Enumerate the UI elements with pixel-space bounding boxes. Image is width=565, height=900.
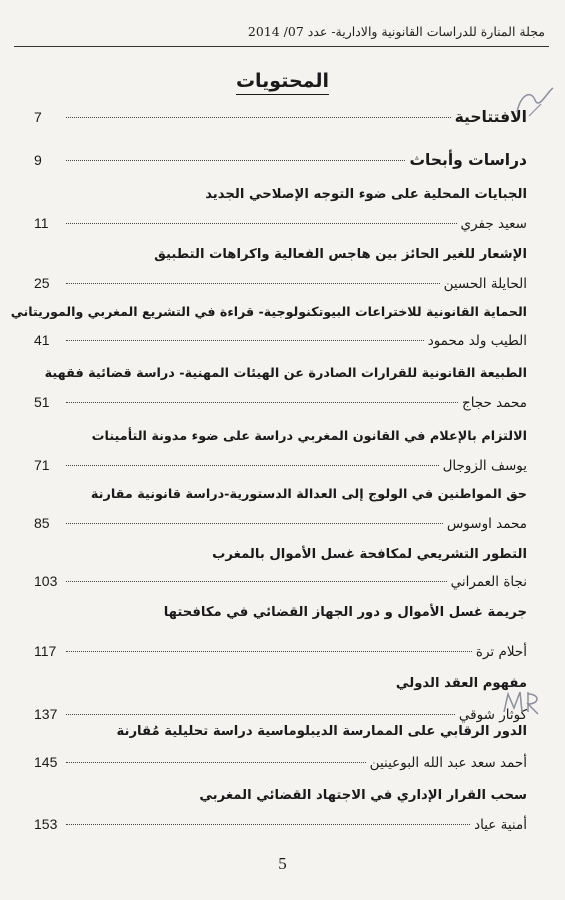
leader-dots (66, 117, 451, 118)
article-author: أحمد سعد عبد الله البوعينين (369, 755, 527, 771)
article-title: الالتزام بالإعلام في القانون المغربي دراسة على ضوء مدونة التأمينات (91, 429, 527, 444)
page-number: 85 (34, 515, 50, 531)
toc-article-entry[interactable] (34, 720, 527, 776)
article-author: محمد اوسوس (446, 516, 527, 532)
page-number: 51 (34, 394, 50, 410)
page-number: 41 (34, 332, 50, 348)
handwritten-mark-icon (509, 82, 559, 122)
toc-section-entry[interactable] (34, 108, 527, 130)
article-title: سحب القرار الإداري في الاجتهاد القضائي المغربي (199, 788, 527, 803)
page-number: 11 (34, 215, 49, 231)
page-number: 137 (34, 706, 58, 722)
handwritten-initials-icon (500, 686, 546, 720)
leader-dots (66, 762, 366, 763)
article-title: الطبيعة القانونية للقرارات الصادرة عن الهيئات المهنية- دراسة قضائية فقهية (44, 366, 527, 381)
article-title: التطور التشريعي لمكافحة غسل الأموال بالمغرب (212, 547, 527, 562)
article-title: الإشعار للغير الحائز بين هاجس الفعالية واكراهات التطبيق (154, 247, 527, 262)
page-number: 7 (34, 109, 42, 125)
leader-dots (66, 223, 457, 224)
page-number: 117 (34, 643, 57, 659)
article-author: يوسف الزوجال (442, 458, 527, 474)
section-label: دراسات وأبحاث (409, 151, 527, 169)
article-title: الحماية القانونية للاختراعات البيوتكنولوجية- قراءة في التشريع المغربي والموريتاني (10, 304, 527, 319)
section-label: الافتتاحية (454, 108, 527, 126)
leader-dots (66, 714, 455, 715)
article-author: الحايلة الحسين (443, 276, 527, 292)
leader-dots (66, 824, 470, 825)
page-number: 9 (34, 152, 42, 168)
page-number: 71 (34, 457, 50, 473)
toc-article-entry[interactable] (34, 601, 527, 665)
article-title: الدور الرقابي على الممارسة الديبلوماسية دراسة تحليلية مُقارنة (116, 724, 527, 739)
leader-dots (66, 283, 440, 284)
leader-dots (66, 402, 458, 403)
toc-article-entry[interactable] (10, 300, 527, 354)
toc-section-entry[interactable] (34, 151, 527, 173)
leader-dots (66, 523, 443, 524)
page-number-footer: 5 (278, 854, 287, 873)
article-title: جريمة غسل الأموال و دور الجهاز القضائي في مكافحتها (163, 605, 527, 620)
article-title: الجبايات المحلية على ضوء التوجه الإصلاحي الجديد (205, 187, 527, 202)
leader-dots (66, 581, 447, 582)
toc-heading (0, 70, 565, 92)
page-number: 145 (34, 754, 58, 770)
page-number: 25 (34, 275, 50, 291)
toc-article-entry[interactable] (34, 784, 527, 838)
toc-article-entry[interactable] (34, 183, 527, 237)
leader-dots (66, 340, 424, 341)
page-number: 103 (34, 573, 58, 589)
leader-dots (66, 651, 472, 652)
article-author: أحلام ترة (475, 644, 527, 660)
leader-dots (66, 160, 405, 161)
toc-article-entry[interactable] (34, 425, 527, 479)
article-title: مفهوم العقد الدولي (395, 676, 527, 691)
article-author: كوثار شوقي (458, 707, 527, 723)
toc-article-entry[interactable] (34, 543, 527, 595)
toc-heading-text: المحتويات (236, 70, 329, 95)
page-number: 153 (34, 816, 58, 832)
article-author: نجاة العمراني (450, 574, 527, 590)
article-author: أمنية عياد (474, 817, 527, 833)
header-divider (14, 46, 549, 47)
toc-article-entry[interactable] (34, 243, 527, 297)
running-header: مجلة المنارة للدراسات القانونية والادارية- عدد 07/ 2014 (247, 24, 545, 39)
article-author: سعيد جفري (460, 216, 527, 232)
leader-dots (66, 465, 439, 466)
article-title: حق المواطنين في الولوج إلى العدالة الدستورية-دراسة قانونية مقارنة (90, 487, 527, 502)
toc-article-entry[interactable] (34, 483, 527, 537)
article-author: محمد حجاج (461, 395, 527, 411)
toc-article-entry[interactable] (34, 362, 527, 416)
article-author: الطيب ولد محمود (427, 333, 527, 349)
